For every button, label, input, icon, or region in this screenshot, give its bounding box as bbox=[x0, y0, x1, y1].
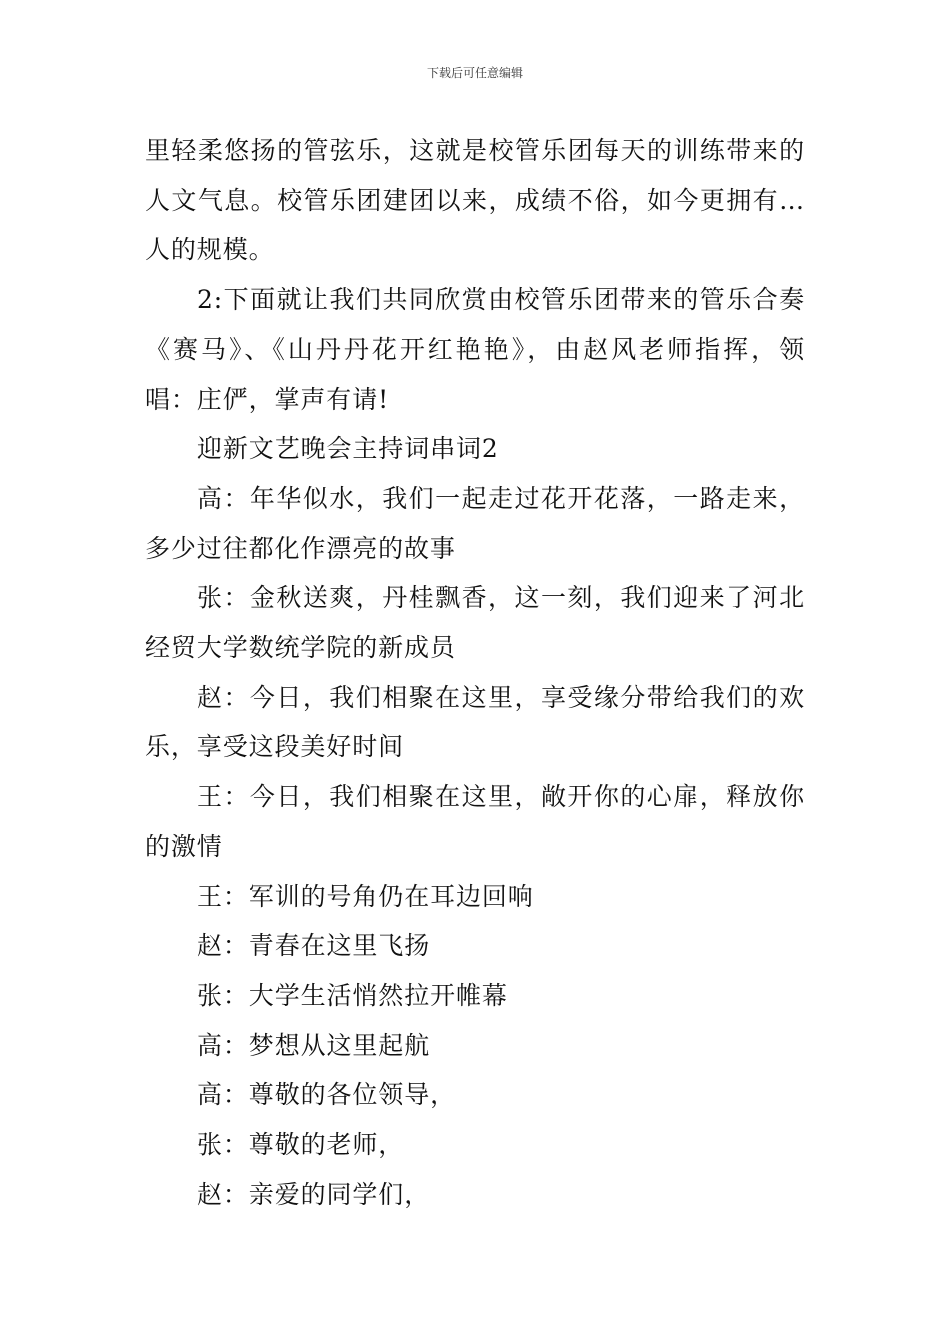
section-title: 迎新文艺晚会主持词串词2 bbox=[197, 434, 499, 464]
dialogue-line: 张：尊敬的老师， bbox=[197, 1130, 405, 1160]
dialogue-line: 赵：今日，我们相聚在这里，享受缘分带给我们的欢乐，享受这段美好时间 bbox=[145, 682, 805, 762]
dialogue-line: 高：年华似水，我们一起走过花开花落，一路走来，多少过往都化作漂亮的故事 bbox=[145, 483, 805, 563]
document-body bbox=[145, 126, 805, 1219]
dialogue-line: 张：大学生活悄然拉开帷幕 bbox=[197, 980, 508, 1010]
dialogue-line: 王：军训的号角仍在耳边回响 bbox=[197, 881, 534, 911]
paragraph-performance-intro: 2:下面就让我们共同欣赏由校管乐团带来的管乐合奏《赛马》、《山丹丹花开红艳艳》，由赵风老师指挥，领唱：庄俨，掌声有请! bbox=[145, 285, 805, 414]
dialogue-line: 王：今日，我们相聚在这里，敞开你的心扉，释放你的激情 bbox=[145, 782, 805, 861]
dialogue-line: 赵：亲爱的同学们， bbox=[197, 1179, 431, 1209]
dialogue-line: 高：尊敬的各位领导， bbox=[197, 1080, 457, 1110]
dialogue-line: 张：金秋送爽，丹桂飘香，这一刻，我们迎来了河北经贸大学数统学院的新成员 bbox=[145, 583, 805, 663]
dialogue-line: 赵：青春在这里飞扬 bbox=[197, 931, 431, 961]
paragraph-continuation: 里轻柔悠扬的管弦乐，这就是校管乐团每天的训练带来的人文气息。校管乐团建团以来，成绩不俗，如今更拥有…人的规模。 bbox=[145, 136, 805, 265]
dialogue-line: 高：梦想从这里起航 bbox=[197, 1030, 431, 1060]
page-header-note: 下载后可任意编辑 bbox=[426, 66, 523, 80]
